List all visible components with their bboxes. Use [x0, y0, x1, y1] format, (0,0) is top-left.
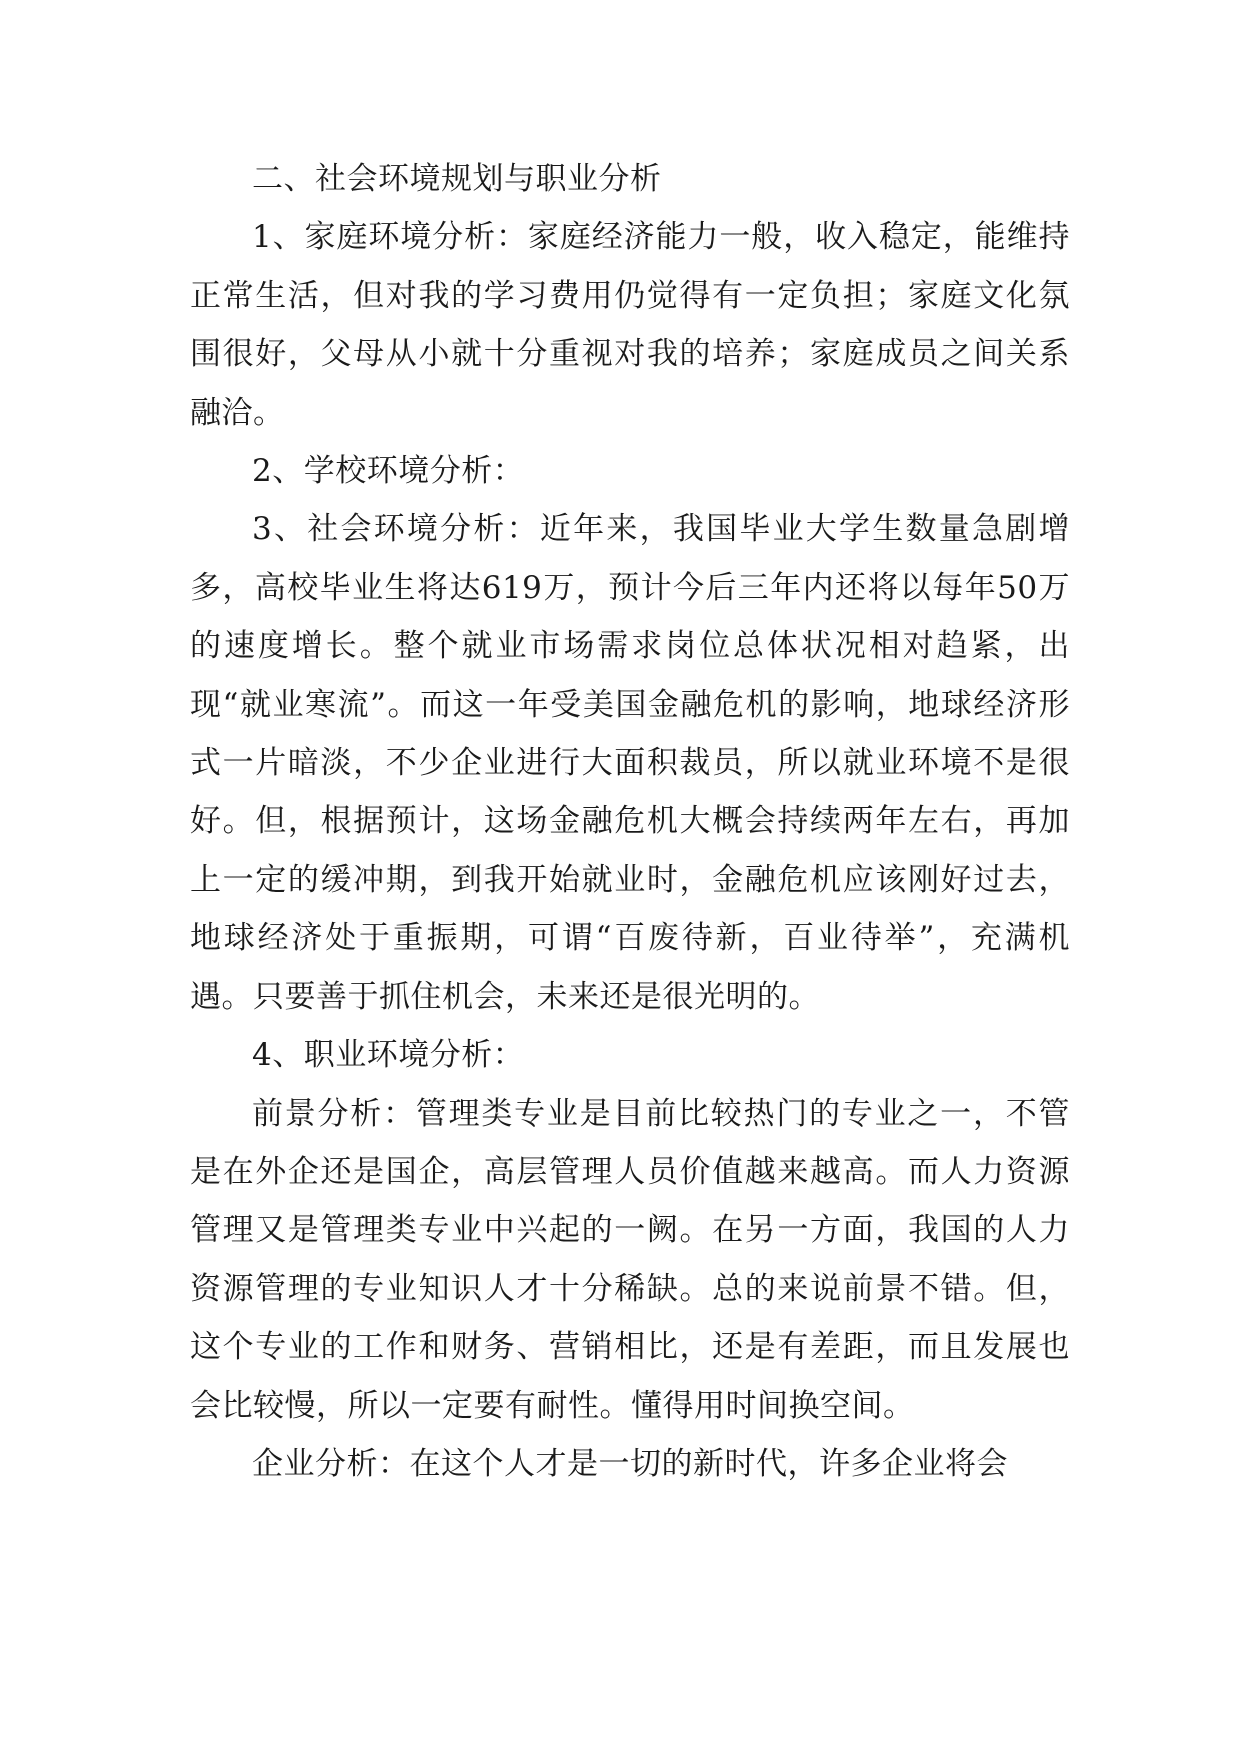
paragraph-career-environment: 4、职业环境分析：: [252, 1037, 525, 1074]
section-heading: 二、社会环境规划与职业分析: [252, 161, 662, 197]
paragraph-social-environment: 3、社会环境分析：近年来，我国毕业大学生数量急剧增多，高校毕业生将达619万，预计今后三年内还将以每年50万的速度增长。整个就业市场需求岗位总体状况相对趋紧，出现“就业寒流”。而这一年受美国金融危机的影响，地球经济形式一片暗淡，不少企业进行大面积裁员，所以就业环境不是很好。但，根据预计，这场金融危机大概会持续两年左右，再加上一定的缓冲期，到我开始就业时，金融危机应该刚好过去，地球经济处于重振期，可谓“百废待新，百业待举”，充满机遇。只要善于抓住机会，未来还是很光明的。: [190, 511, 1070, 1015]
paragraph-enterprise-analysis: 企业分析：在这个人才是一切的新时代，许多企业将会: [252, 1445, 1008, 1482]
paragraph-prospect-analysis: 前景分析：管理类专业是目前比较热门的专业之一，不管是在外企还是国企，高层管理人员价值越来越高。而人力资源管理又是管理类专业中兴起的一阙。在另一方面，我国的人力资源管理的专业知识人才十分稀缺。总的来说前景不错。但，这个专业的工作和财务、营销相比，还是有差距，而且发展也会比较慢，所以一定要有耐性。懂得用时间换空间。: [190, 1095, 1070, 1424]
paragraph-family-environment: 1、家庭环境分析：家庭经济能力一般，收入稳定，能维持正常生活，但对我的学习费用仍觉得有一定负担；家庭文化氛围很好，父母从小就十分重视对我的培养；家庭成员之间关系融洽。: [190, 219, 1070, 431]
document-body: [190, 150, 1070, 1493]
paragraph-school-environment: 2、学校环境分析：: [252, 453, 525, 490]
